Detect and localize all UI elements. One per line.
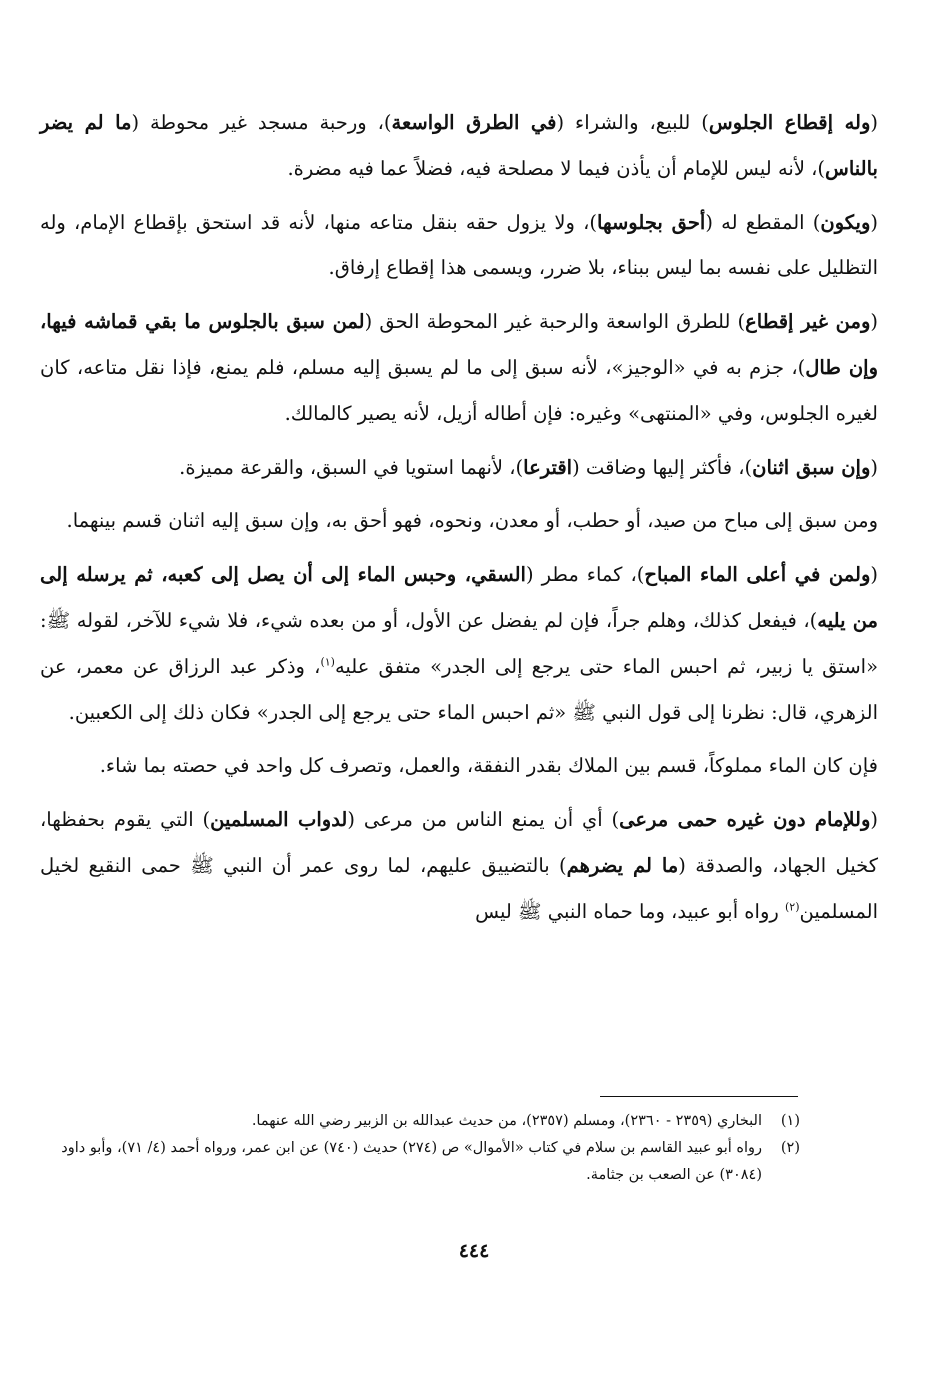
footnote-ref: (٢) <box>784 900 800 914</box>
matn-text: ومن غير إقطاع <box>745 310 871 334</box>
paragraph-8 <box>40 797 878 934</box>
footnote-text: البخاري (٢٣٥٩ - ٢٣٦٠)، ومسلم (٢٣٥٧)، من حديث عبدالله بن الزبير رضي الله عنهما. <box>251 1113 762 1129</box>
sharh-text: ( <box>870 210 879 234</box>
footnote-number: (١) <box>780 1113 800 1129</box>
footnotes <box>60 1108 800 1189</box>
footnote-2 <box>60 1135 800 1189</box>
paragraph-5 <box>40 498 878 544</box>
sharh-text: )، كماء مطر ( <box>525 563 645 587</box>
matn-text: ولمن في أعلى الماء المباح <box>644 563 871 587</box>
paragraph-1 <box>40 100 878 192</box>
sharh-text: )، ولا يزول حقه بنقل متاعه منها، لأنه قد استحق بإقطاع الإمام، وله التظليل على نفسه بما ليس ببناء، بلا ضرر، ويسمى هذا إقطاع إرفاق. <box>40 210 878 280</box>
matn-text: ويكون <box>820 210 871 234</box>
paragraph-3 <box>40 299 878 436</box>
sharh-text: ( <box>870 808 878 832</box>
matn-text: ما لم يضر بالناس <box>40 111 878 180</box>
sharh-text: ) أي أن يمنع الناس من مرعى ( <box>347 808 620 832</box>
matn-text: وإن سبق اثنان <box>752 455 871 479</box>
matn-text: وله إقطاع الجلوس <box>708 111 871 134</box>
sharh-text: ( <box>870 310 878 334</box>
main-text <box>40 100 878 943</box>
sharh-text: ) المقطع له ( <box>705 210 821 234</box>
paragraph-6 <box>40 552 878 735</box>
matn-text: أحق بجلوسها <box>597 210 706 234</box>
sharh-text: )، فيفعل كذلك، وهلم جراً، فإن لم يفضل عن الأول، أو من بعده شيء، فلا شيء للآخر، لقوله ﷺ: «استق يا زبير، ثم احبس الماء حتى يرجع إلى الجدر» متفق عليه <box>40 608 879 678</box>
sharh-text: ) للطرق الواسعة والرحبة غير المحوطة الحق ( <box>364 310 746 334</box>
footnote-text: رواه أبو عبيد القاسم بن سلام في كتاب «الأموال» ص (٢٧٤) حديث (٧٤٠) عن ابن عمر، ورواه أحمد (٤/ ٧١)، وأبو داود (٣٠٨٤) عن الصعب بن جثامة. <box>61 1140 762 1183</box>
sharh-text: ( <box>870 563 878 587</box>
paragraph-4 <box>40 445 878 491</box>
matn-text: في الطرق الواسعة <box>391 111 557 134</box>
sharh-text: )، جزم به في «الوجيز»، لأنه سبق إلى ما لم يسبق إليه مسلم، فلم يمنع، فإذا نقل متاعه، كان لغيره الجلوس، وفي «المنتهى» وغيره: فإن أطاله أزيل، لأنه يصير كالمالك. <box>40 355 878 425</box>
matn-text: لدواب المسلمين <box>210 808 348 832</box>
sharh-text: )، ورحبة مسجد غير محوطة ( <box>131 111 392 134</box>
page-number: ٤٤٤ <box>458 1240 490 1262</box>
footnote-ref: (١) <box>320 655 335 669</box>
sharh-text: ومن سبق إلى مباح من صيد، أو حطب، أو معدن، ونحوه، فهو أحق به، وإن سبق إليه اثنان قسم بينهما. <box>66 509 878 533</box>
sharh-text: )، لأنه ليس للإمام أن يأذن فيما لا مصلحة فيه، فضلاً عما فيه مضرة. <box>287 156 826 180</box>
sharh-text: رواه أبو عبيد، وما حماه النبي ﷺ ليس <box>475 899 785 923</box>
footnote-number: (٢) <box>780 1140 800 1156</box>
matn-text: ما لم يضرهم <box>566 853 679 877</box>
matn-text: السقي، وحبس الماء إلى أن يصل إلى كعبه، ثم يرسله إلى من يليه <box>40 563 878 632</box>
sharh-text: فإن كان الماء مملوكاً، قسم بين الملاك بقدر النفقة، والعمل، وتصرف كل واحد في حصته بما شاء. <box>99 754 878 778</box>
matn-text: اقترعا <box>523 455 573 479</box>
matn-text: لمن سبق بالجلوس ما بقي قماشه فيها، وإن طال <box>40 310 878 379</box>
paragraph-2 <box>40 200 878 292</box>
sharh-text: ) بالتضييق عليهم، لما روى عمر أن النبي ﷺ حمى النقيع لخيل المسلمين <box>40 853 878 923</box>
sharh-text: ( <box>870 111 879 134</box>
paragraph-7 <box>40 743 878 789</box>
sharh-text: )، لأنهما استويا في السبق، والقرعة مميزة. <box>179 455 524 479</box>
sharh-text: ، وذكر عبد الرزاق عن معمر، عن الزهري، قال: نظرنا إلى قول النبي ﷺ «ثم احبس الماء حتى يرجع إلى الجدر» فكان ذلك إلى الكعبين. <box>40 654 878 724</box>
footnote-separator <box>600 1096 798 1097</box>
sharh-text: ( <box>870 455 878 479</box>
matn-text: وللإمام دون غيره حمى مرعى <box>619 808 871 832</box>
sharh-text: ) التي يقوم بحفظها، كخيل الجهاد، والصدقة ( <box>40 808 879 877</box>
footnote-1 <box>60 1108 800 1135</box>
sharh-text: )، فأكثر إليها وضاقت ( <box>572 455 753 479</box>
sharh-text: ) للبيع، والشراء ( <box>556 111 709 134</box>
